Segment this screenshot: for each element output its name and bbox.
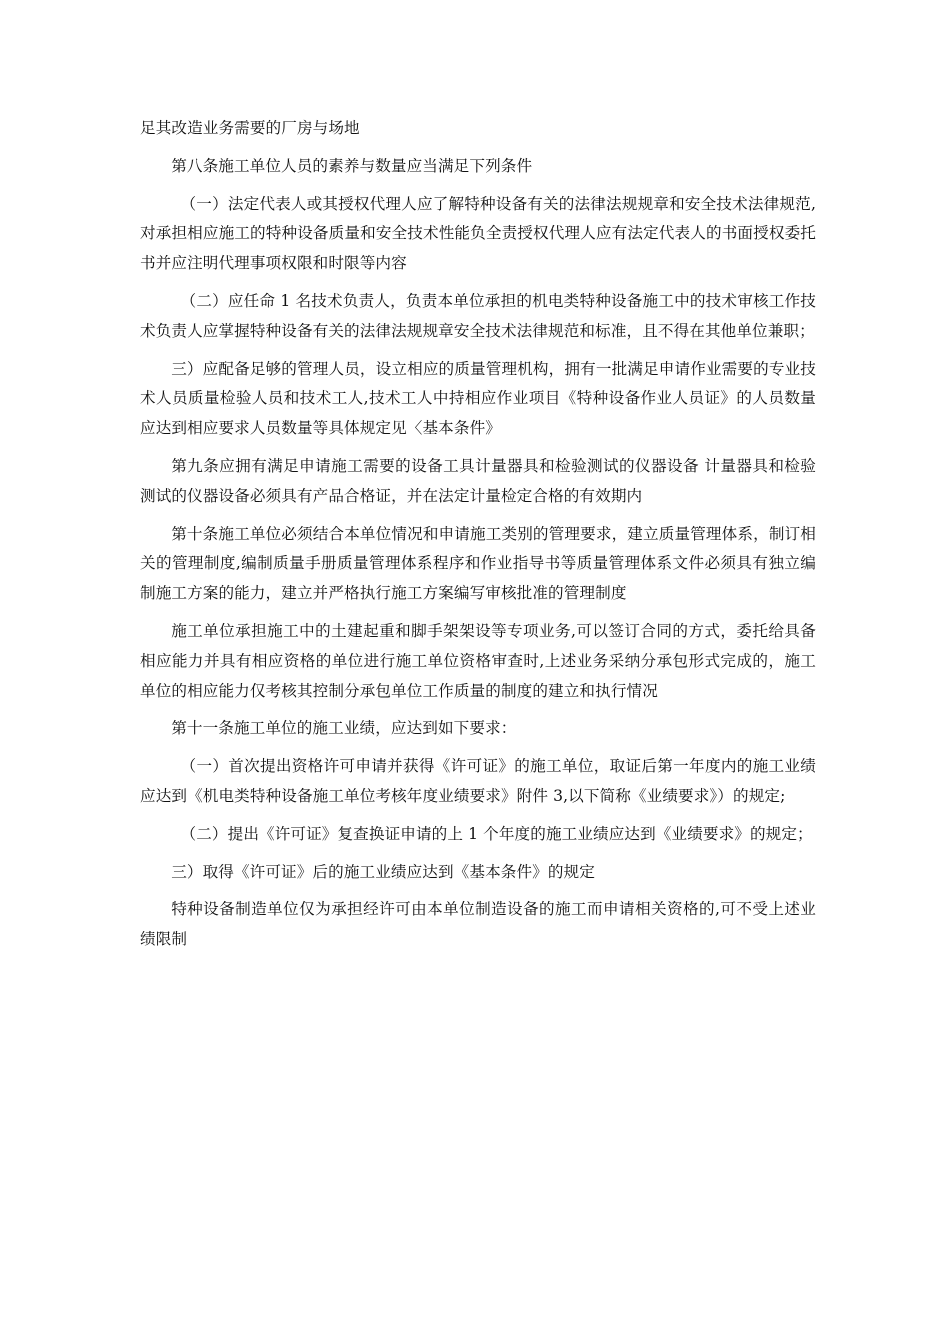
paragraph-subcontract: 施工单位承担施工中的土建起重和脚手架架设等专项业务,可以签订合同的方式，委托给具备相应能力并具有相应资格的单位进行施工单位资格审查时,上述业务采纳分承包形式完成的，施工单位的相应能力仅考核其控制分承包单位工作质量的制度的建立和执行情况 <box>140 621 816 700</box>
paragraph-article-8: 第八条施工单位人员的素养与数量应当满足下列条件 <box>171 156 533 175</box>
paragraph-manufacturer-exemption: 特种设备制造单位仅为承担经许可由本单位制造设备的施工而申请相关资格的,可不受上述业绩限制 <box>140 900 816 949</box>
paragraph-article-10: 第十条施工单位必须结合本单位情况和申请施工类别的管理要求，建立质量管理体系，制订相关的管理制度,编制质量手册质量管理体系程序和作业指导书等质量管理体系文件必须具有独立编制施工方案的能力，建立并严格执行施工方案编写审核批准的管理制度 <box>140 524 816 603</box>
paragraph-article-9: 第九条应拥有满足申请施工需要的设备工具计量器具和检验测试的仪器设备 计量器具和检验测试的仪器设备必须具有产品合格证，并在法定计量检定合格的有效期内 <box>140 456 816 505</box>
document-body <box>140 114 816 955</box>
paragraph-article-11-item-1: （一）首次提出资格许可申请并获得《许可证》的施工单位，取证后第一年度内的施工业绩应达到《机电类特种设备施工单位考核年度业绩要求》附件 3,以下简称《业绩要求》）的规定; <box>140 757 816 805</box>
paragraph-article-8-item-1: （一）法定代表人或其授权代理人应了解特种设备有关的法律法规规章和安全技术法律规范,对承担相应施工的特种设备质量和安全技术性能负全责授权代理人应有法定代表人的书面授权委托书并应注明代理事项权限和时限等内容 <box>140 194 816 273</box>
paragraph-article-8-item-2: （二）应任命 1 名技术负责人，负责本单位承担的机电类特种设备施工中的技术审核工作技术负责人应掌握特种设备有关的法律法规规章安全技术法律规范和标准，且不得在其他单位兼职； <box>140 291 816 340</box>
paragraph-continuation: 足其改造业务需要的厂房与场地 <box>140 119 360 137</box>
paragraph-article-11-item-3: 三）取得《许可证》后的施工业绩应达到《基本条件》的规定 <box>171 862 595 881</box>
paragraph-article-8-item-3: 三）应配备足够的管理人员，设立相应的质量管理机构，拥有一批满足申请作业需要的专业技术人员质量检验人员和技术工人,技术工人中持相应作业项目《特种设备作业人员证》的人员数量应达到相应要求人员数量等具体规定见〈基本条件》 <box>140 359 816 438</box>
paragraph-article-11: 第十一条施工单位的施工业绩，应达到如下要求： <box>171 719 517 738</box>
paragraph-article-11-item-2: （二）提出《许可证》复查换证申请的上 1 个年度的施工业绩应达到《业绩要求》的规定； <box>180 824 813 843</box>
